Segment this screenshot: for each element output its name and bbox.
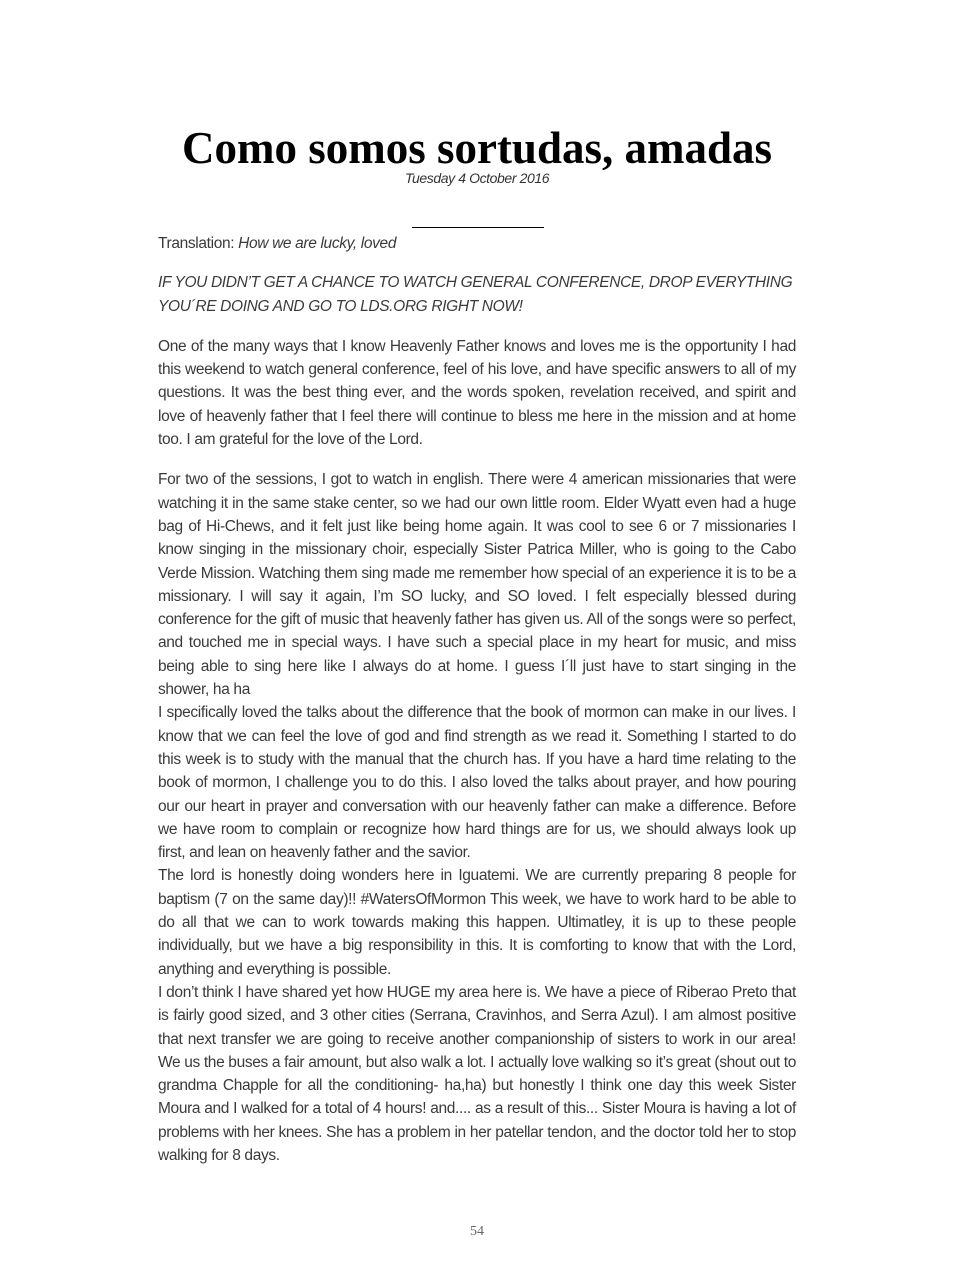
paragraph: The lord is honestly doing wonders here in Iguatemi. We are currently preparing 8 people for baptism (7 on the same day)!! #WatersOfMormon This week, we have to work hard to be able to do all that we can to work towards making this happen. Ultimatley, it is up to these people individually, but we have a big responsibility in this. It is comforting to know that with the Lord, anything and everything is possible. [158,867,796,978]
translation-label: Translation: [158,235,239,252]
paragraph: I specifically loved the talks about the difference that the book of mormon can make in our lives. I know that we can feel the love of god and find strength as we read it. Something I started to do this week is to study with the manual that the church has. If you have a hard time relating to the book of mormon, I challenge you to do this. I also loved the talks about prayer, and how pouring our our heart in prayer and conversation with our heavenly father can make a difference. Before we have room to complain or recognize how hard things are for us, we should always look up first, and lean on heavenly father and the savior. [158,704,796,862]
callout-text: IF YOU DIDN’T GET A CHANCE TO WATCH GENERAL CONFERENCE, DROP EVERYTHING YOU´RE DOING AND GO TO LDS.ORG RIGHT NOW! [158,274,793,315]
article-body [158,232,796,1167]
translation-line [158,232,796,255]
page-number: 54 [470,1224,484,1239]
page-title: Como somos sortudas, amadas [181,123,773,173]
paragraph: One of the many ways that I know Heavenly Father knows and loves me is the opportunity I had this weekend to watch general conference, feel of his love, and have specific answers to all of my questions. It was the best thing ever, and the words spoken, revelation received, and spirit and love of heavenly father that I feel there will continue to bless me here in the mission and at home too. I am grateful for the love of the Lord. [158,337,796,449]
paragraph: For two of the sessions, I got to watch in english. There were 4 american missionaries that were watching it in the same stake center, so we had our own little room. Elder Wyatt even had a huge bag of Hi-Chews, and it felt just like being home again. It was cool to see 6 or 7 missionaries I know singing in the missionary choir, especially Sister Patrica Miller, who is going to the Cabo Verde Mission. Watching them sing made me remember how special of an experience it is to be a missionary. I will say it again, I’m SO lucky, and SO loved. I felt especially blessed during conference for the gift of music that heavenly father has given us. All of the songs were so perfect, and touched me in special ways. I have such a special place in my heart for music, and miss being able to sing here like I always do at home. I guess I´ll just have to start singing in the shower, ha ha [158,471,796,699]
post-date: Tuesday 4 October 2016 [404,170,550,186]
title-divider [412,227,544,228]
translation-text: How we are lucky, loved [238,235,397,252]
paragraph: I don’t think I have shared yet how HUGE my area here is. We have a piece of Riberao Preto that is fairly good sized, and 3 other cities (Serrana, Cravinhos, and Serra Azul). I am almost positive that next transfer we are going to receive another companionship of sisters to work in our area! We us the buses a fair amount, but also walk a lot. I actually love walking so it’s great (shout out to grandma Chapple for all the conditioning- ha,ha) but honestly I think one day this week Sister Moura and I walked for a total of 4 hours! and.... as a result of this... Sister Moura is having a lot of problems with her knees. She has a problem in her patellar tendon, and the doctor told her to stop walking for 8 days. [158,983,796,1164]
